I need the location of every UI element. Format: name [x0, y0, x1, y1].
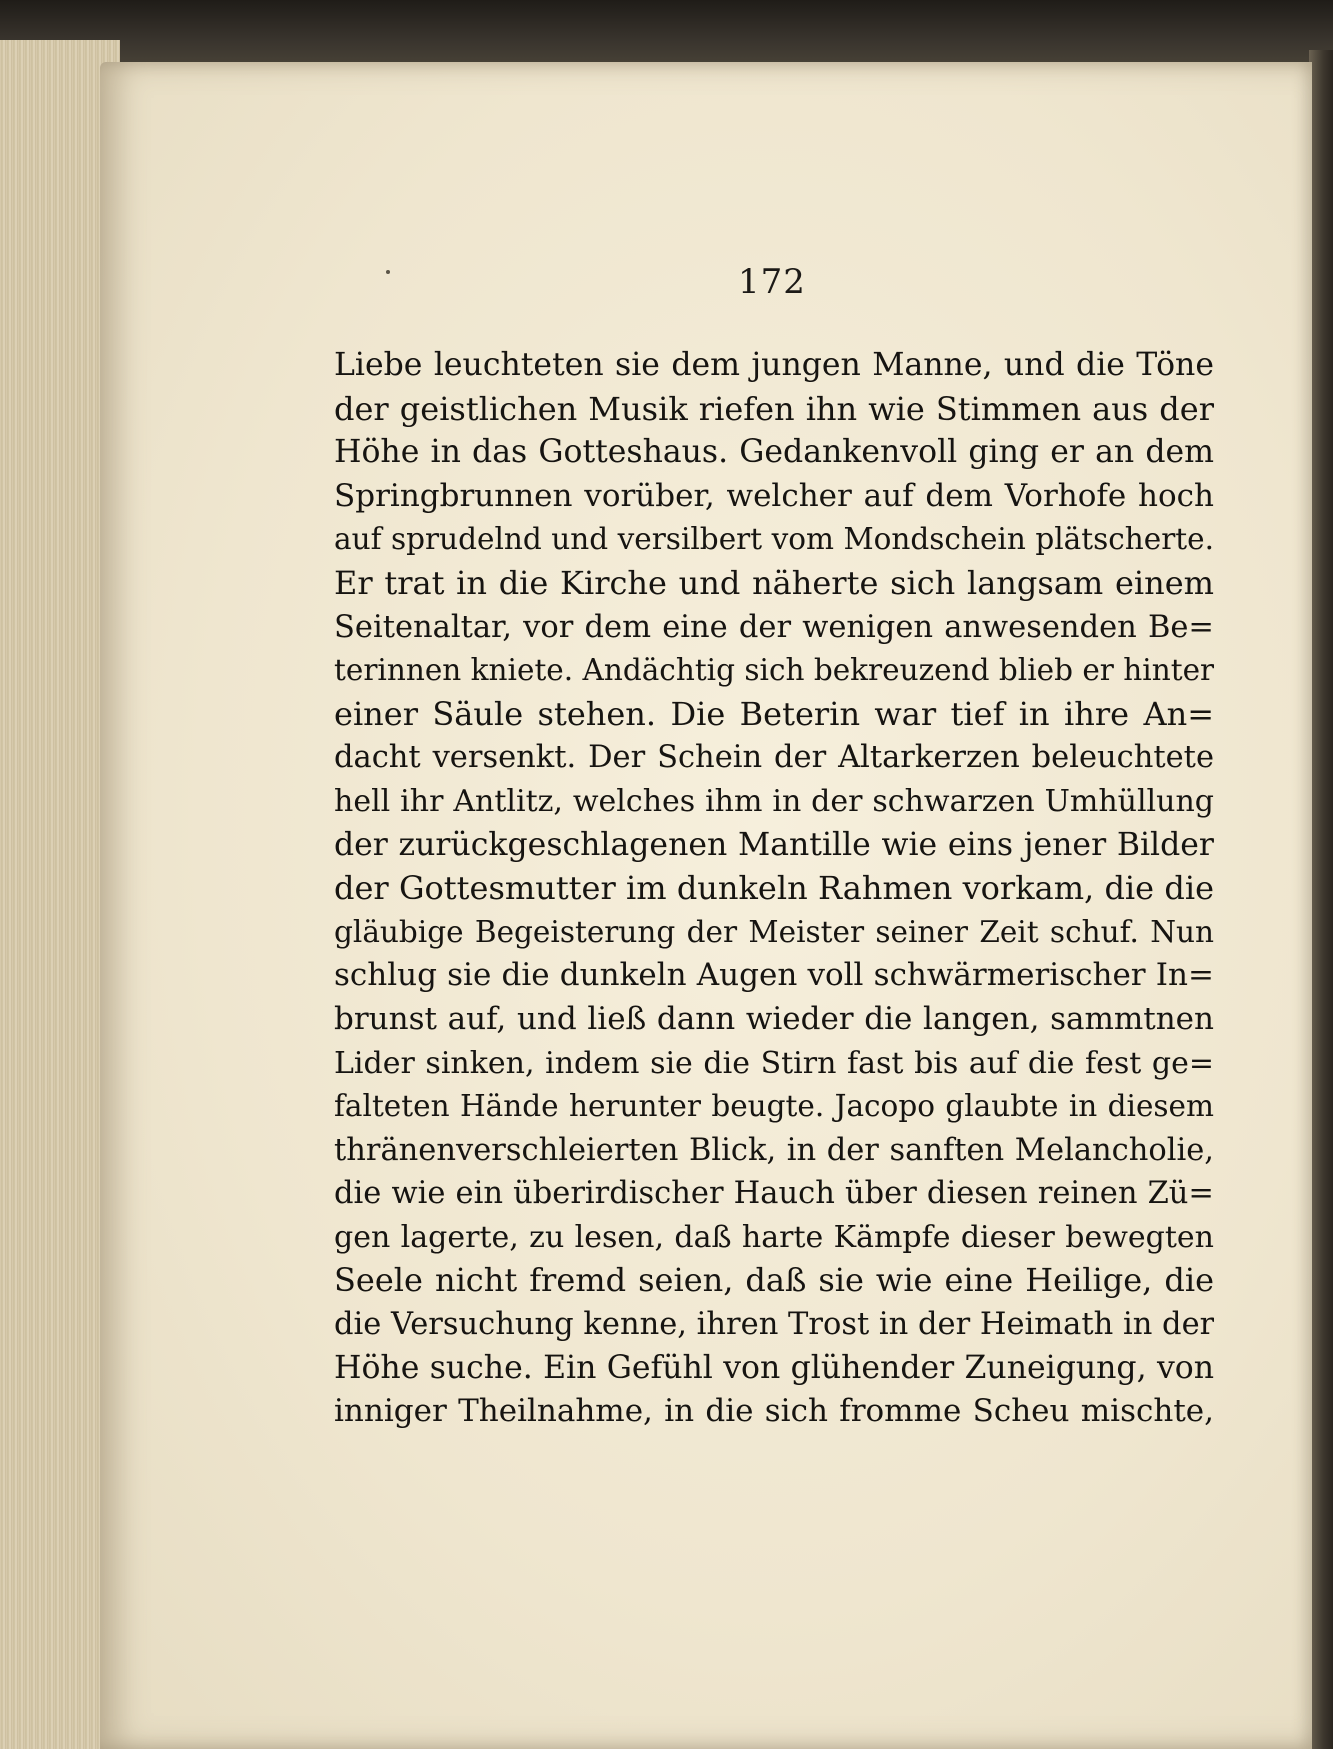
text-line: Seitenaltar, vor dem eine der wenigen anwesenden Be= — [334, 609, 1214, 645]
body-text — [334, 344, 1214, 1434]
text-line: der geistlichen Musik riefen ihn wie Stimmen aus der — [334, 389, 1214, 428]
text-line: der zurückgeschlagenen Mantille wie eins jener Bilder — [334, 826, 1214, 863]
text-line: terinnen kniete. Andächtig sich bekreuzend blieb er hinter — [334, 653, 1214, 688]
text-line: Höhe suche. Ein Gefühl von glühender Zuneigung, von — [334, 1349, 1214, 1386]
text-line: auf sprudelnd und versilbert vom Mondschein plätscherte. — [334, 522, 1214, 557]
text-line: gen lagerte, zu lesen, daß harte Kämpfe dieser bewegten — [334, 1219, 1214, 1255]
text-line: der Gottesmutter im dunkeln Rahmen vorkam, die die — [334, 869, 1214, 908]
text-line: Lider sinken, indem sie die Stirn fast bis auf die fest ge= — [334, 1045, 1214, 1081]
text-line: Seele nicht fremd seien, daß sie wie eine Heilige, die — [334, 1261, 1214, 1300]
text-line: Höhe in das Gotteshaus. Gedankenvoll ging er an dem — [334, 434, 1214, 471]
text-line: Springbrunnen vorüber, welcher auf dem Vorhofe hoch — [334, 477, 1214, 514]
text-line: hell ihr Antlitz, welches ihm in der schwarzen Umhüllung — [334, 783, 1214, 819]
book-right-edge — [1309, 50, 1333, 1749]
text-line: Liebe leuchteten sie dem jungen Manne, und die Töne — [334, 347, 1214, 383]
text-line: einer Säule stehen. Die Beterin war tief in ihre An= — [334, 694, 1214, 733]
text-line: Er trat in die Kirche und näherte sich langsam einem — [334, 563, 1214, 602]
book-cover-top — [0, 0, 1333, 70]
page-number: 172 — [738, 262, 806, 302]
text-line: die Versuchung kenne, ihren Trost in der Heimath in der — [334, 1307, 1214, 1343]
text-line: inniger Theilnahme, in die sich fromme Scheu mischte, — [334, 1393, 1214, 1430]
text-line: schlug sie die dunkeln Augen voll schwärmerischer In= — [334, 957, 1214, 994]
text-line: die wie ein überirdischer Hauch über diesen reinen Zü= — [334, 1176, 1214, 1212]
text-line: gläubige Begeisterung der Meister seiner Zeit schuf. Nun — [334, 914, 1214, 949]
text-line: dacht versenkt. Der Schein der Altarkerzen beleuchtete — [334, 740, 1214, 776]
text-line: thränenverschleierten Blick, in der sanften Melancholie, — [334, 1132, 1214, 1168]
paper-speck — [386, 270, 390, 274]
text-line: brunst auf, und ließ dann wieder die langen, sammtnen — [334, 1000, 1214, 1037]
text-line: falteten Hände herunter beugte. Jacopo glaubte in diesem — [334, 1089, 1214, 1124]
